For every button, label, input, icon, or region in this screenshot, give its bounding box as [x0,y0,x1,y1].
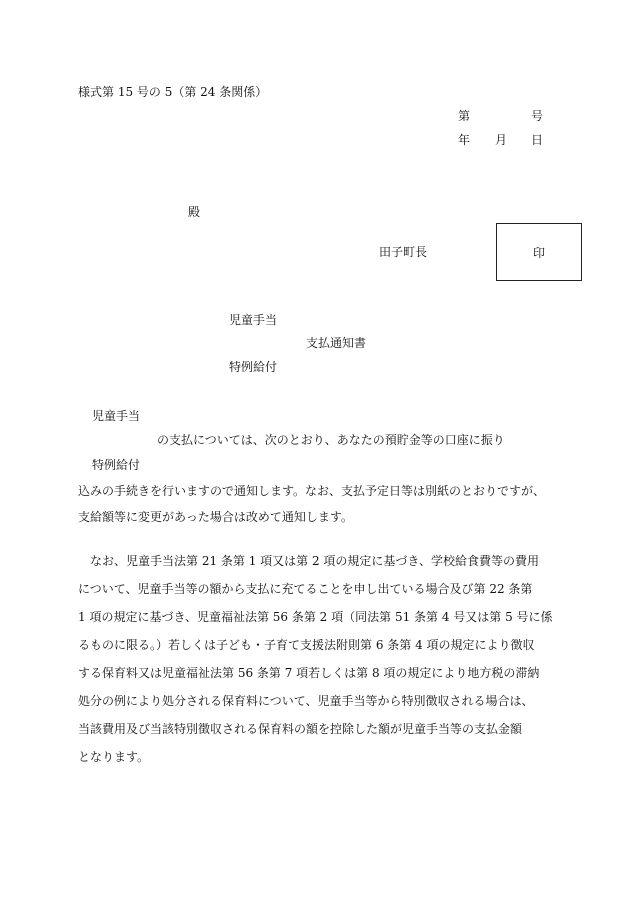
seal-box [496,223,582,281]
body-line-3: 支給額等に変更があった場合は改めて通知します。 [78,510,353,524]
number-prefix: 第 [458,109,471,123]
note-line: について、児童手当等の額から支払に充てることを申し出ている場合及び第 22 条第 [78,582,533,596]
title-option-child-allowance: 児童手当 [229,313,278,327]
note-line: るものに限る。）若しくは子ども・子育て支援法附則第 6 条第 4 項の規定により徴収 [78,638,535,652]
date-month: 月 [495,133,508,147]
form-id: 様式第 15 号の 5（第 24 条関係） [78,85,268,99]
note-line: なお、児童手当法第 21 条第 1 項又は第 2 項の規定に基づき、学校給食費等の費用 [78,554,539,568]
body-line-2: 込みの手続きを行いますので通知します。なお、支払予定日等は別紙のとおりですが、 [78,484,546,498]
note-line: 1 項の規定に基づき、児童福祉法第 56 条第 2 項（同法第 51 条第 4 号又は第 5 号に係 [78,610,553,624]
addressee-honorific: 殿 [188,205,201,219]
date-day: 日 [531,133,544,147]
body-option-child-allowance: 児童手当 [92,409,141,423]
note-line: する保育料又は児童福祉法第 56 条第 7 項若しくは第 8 項の規定により地方税の滞納 [78,666,540,680]
body-option-special-benefit: 特例給付 [92,458,141,472]
note-line: 当該費用及び当該特別徴収される保育料の額を控除した額が児童手当等の支払金額 [78,722,523,736]
document-title: 支払通知書 [306,336,367,350]
title-option-special-benefit: 特例給付 [229,360,278,374]
number-suffix: 号 [531,109,544,123]
sender-title: 田子町長 [379,245,428,259]
seal-label: 印 [532,245,545,260]
date-year: 年 [458,133,471,147]
note-line: 処分の例により処分される保育料について、児童手当等から特別徴収される場合は、 [78,694,534,708]
body-line-1: の支払については、次のとおり、あなたの預貯金等の口座に振り [157,433,505,447]
note-line: となります。 [78,750,150,764]
note-paragraph [78,547,554,771]
